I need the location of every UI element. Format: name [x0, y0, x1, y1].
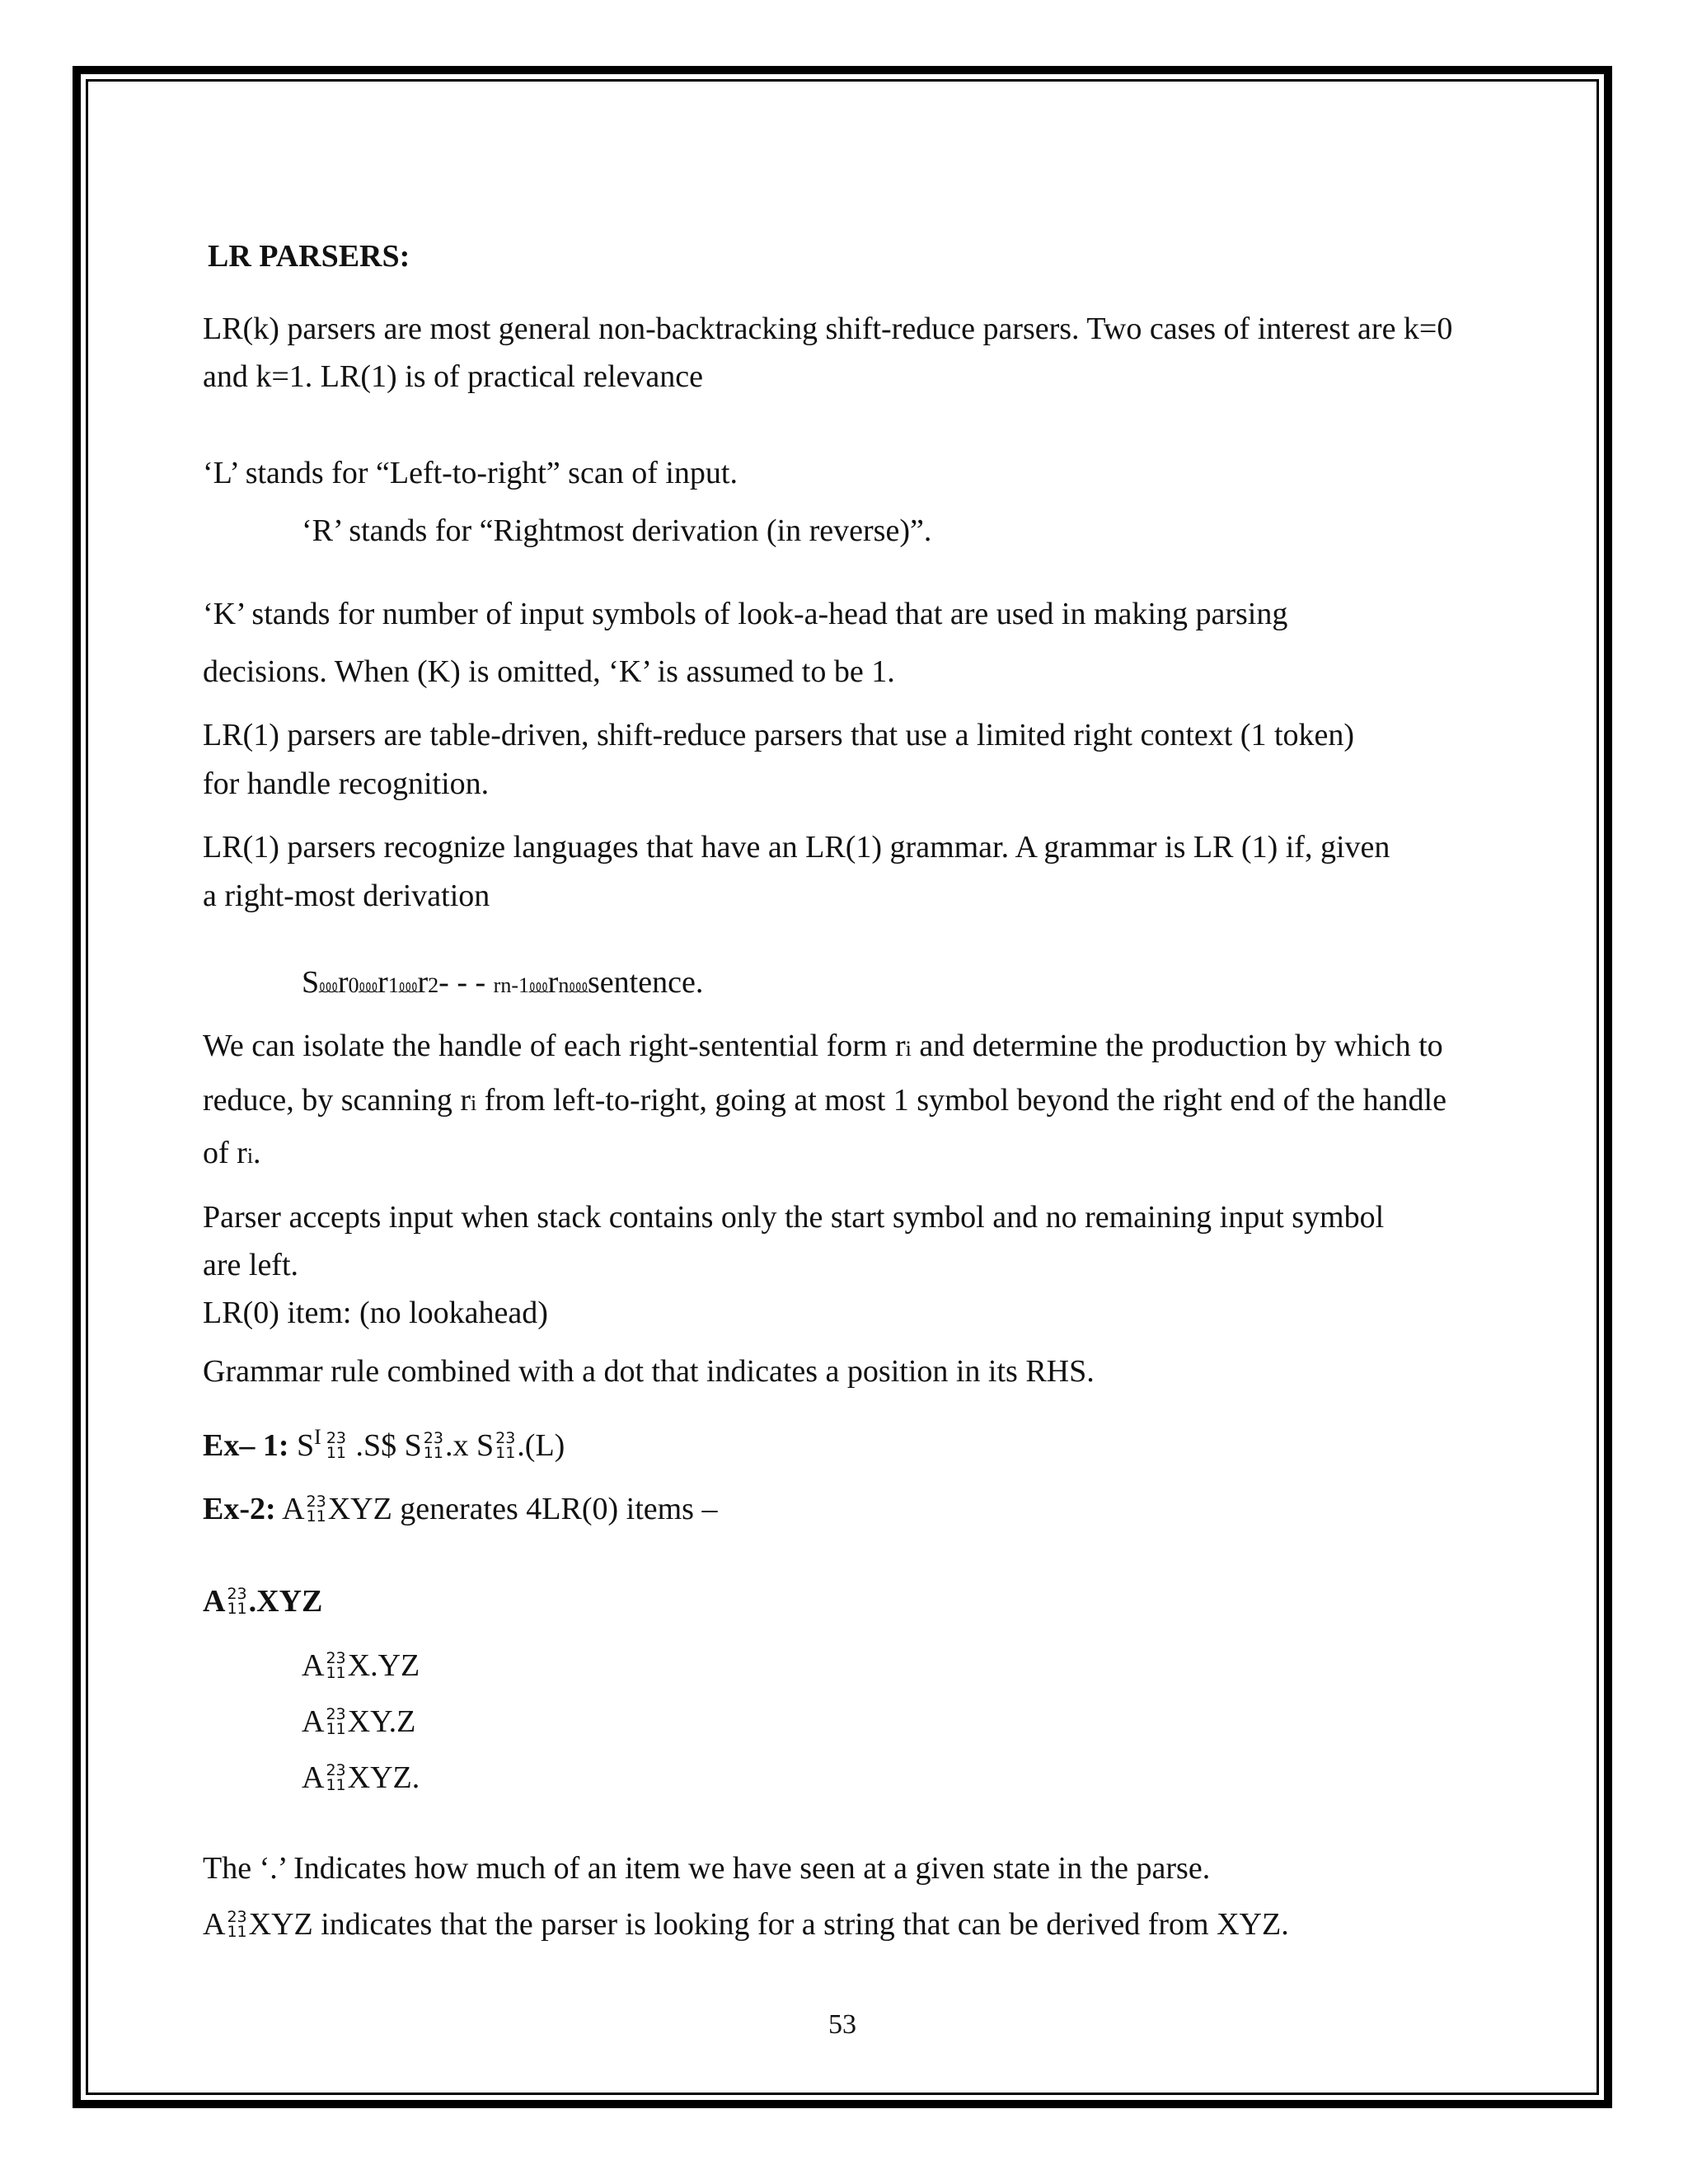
- paragraph-line: ‘K’ stands for number of input symbols of look-a-head that are used in making parsing: [203, 597, 1288, 631]
- text-run: .x S: [444, 1428, 495, 1463]
- symbol: A: [302, 1704, 325, 1739]
- production-arrow-icon: 23 11: [423, 1429, 443, 1463]
- text-run: XYZ.: [347, 1760, 420, 1795]
- lr0-item: [302, 1650, 420, 1683]
- example-1: [203, 1425, 565, 1463]
- text-run: X.YZ: [347, 1648, 420, 1683]
- derivation-dashes: - - -: [438, 965, 486, 1000]
- example-label: Ex– 1:: [203, 1428, 289, 1463]
- derivation-symbol: r: [337, 965, 349, 1000]
- paragraph-line: ‘L’ stands for “Left-to-right” scan of input.: [203, 456, 738, 490]
- text-run: reduce, by scanning r: [203, 1083, 471, 1118]
- example-2: [203, 1493, 717, 1526]
- symbol: S: [297, 1428, 315, 1463]
- production-arrow-icon: 23 11: [326, 1705, 346, 1739]
- paragraph-line: LR(k) parsers are most general non-backtracking shift-reduce parsers. Two cases of interest are k=0: [203, 312, 1453, 346]
- derivation-subscript: n: [558, 973, 570, 997]
- paragraph-line: [203, 1030, 1443, 1062]
- derives-arrow-icon: ⅏: [319, 977, 338, 997]
- paragraph-line: [203, 1909, 1289, 1942]
- subscript: i: [471, 1091, 477, 1115]
- derivation-end: sentence.: [588, 965, 704, 1000]
- symbol: A: [302, 1648, 325, 1683]
- text-run: .S$ S: [355, 1428, 422, 1463]
- section-heading: LR PARSERS:: [208, 239, 410, 274]
- paragraph-line: [203, 1085, 1447, 1116]
- paragraph-line: Grammar rule combined with a dot that indicates a position in its RHS.: [203, 1354, 1095, 1389]
- paragraph-line: a right-most derivation: [203, 879, 490, 913]
- production-arrow-icon: 23 11: [495, 1429, 516, 1463]
- derivation-subscript: 1: [387, 973, 399, 997]
- derivation-subscript: 0: [348, 973, 359, 997]
- derivation-symbol: S: [302, 965, 320, 1000]
- paragraph-line: ‘R’ stands for “Rightmost derivation (in reverse)”.: [302, 513, 932, 548]
- paragraph-line: decisions. When (K) is omitted, ‘K’ is assumed to be 1.: [203, 654, 895, 689]
- derives-arrow-icon: ⅏: [569, 977, 588, 997]
- derives-arrow-icon: ⅏: [398, 977, 418, 997]
- text-run: XYZ generates 4LR(0) items –: [327, 1492, 718, 1526]
- paragraph-line: Parser accepts input when stack contains only the start symbol and no remaining input symbol: [203, 1200, 1385, 1235]
- symbol: A: [203, 1907, 226, 1942]
- text-run: We can isolate the handle of each right-sentential form r: [203, 1029, 906, 1063]
- text-run: from left-to-right, going at most 1 symbol beyond the right end of the handle: [476, 1083, 1447, 1118]
- paragraph-line: [203, 1137, 261, 1169]
- production-arrow-icon: 23 11: [227, 1908, 247, 1942]
- paragraph-line: are left.: [203, 1248, 299, 1282]
- derivation-symbol: r: [493, 973, 501, 997]
- production-arrow-icon: 23 11: [306, 1493, 326, 1526]
- production-arrow-icon: 23 11: [326, 1761, 346, 1795]
- symbol: A: [282, 1492, 305, 1526]
- paragraph-line: for handle recognition.: [203, 766, 490, 801]
- derivation-formula: [302, 967, 703, 998]
- paragraph-line: The ‘.’ Indicates how much of an item we have seen at a given state in the parse.: [203, 1851, 1211, 1886]
- derives-arrow-icon: ⅏: [359, 977, 378, 997]
- lr0-item: [302, 1762, 420, 1795]
- derivation-symbol: r: [417, 965, 429, 1000]
- text-run: XY.Z: [347, 1704, 416, 1739]
- derivation-subscript: n-1: [500, 973, 529, 997]
- derivation-subscript: 2: [428, 973, 439, 997]
- paragraph-line: LR(1) parsers recognize languages that have an LR(1) grammar. A grammar is LR (1) if, given: [203, 830, 1390, 865]
- derivation-symbol: r: [547, 965, 559, 1000]
- subscript: i: [905, 1037, 912, 1061]
- text-run: .(L): [517, 1428, 565, 1463]
- paragraph-line: LR(1) parsers are table-driven, shift-reduce parsers that use a limited right context (1 token): [203, 718, 1355, 752]
- text-run: XYZ indicates that the parser is looking for a string that can be derived from XYZ.: [248, 1907, 1289, 1942]
- superscript: I: [314, 1425, 321, 1449]
- production-arrow-icon: 23 11: [227, 1585, 247, 1619]
- text-run: and determine the production by which to: [911, 1029, 1443, 1063]
- symbol: A: [302, 1760, 325, 1795]
- subscript: i: [246, 1144, 254, 1168]
- production-arrow-icon: 23 11: [326, 1649, 346, 1683]
- production-arrow-icon: 23 11: [326, 1429, 346, 1463]
- symbol: A: [203, 1584, 226, 1619]
- page-number: 53: [828, 2009, 856, 2040]
- paragraph-line: and k=1. LR(1) is of practical relevance: [203, 359, 703, 394]
- derives-arrow-icon: ⅏: [528, 977, 548, 997]
- lr0-item: [203, 1586, 322, 1619]
- text-run: of r: [203, 1136, 247, 1170]
- lr0-item: [302, 1706, 415, 1739]
- derivation-symbol: r: [377, 965, 388, 1000]
- paragraph-line: LR(0) item: (no lookahead): [203, 1296, 548, 1330]
- text-run: .: [253, 1136, 261, 1170]
- text-run: .XYZ: [248, 1584, 323, 1619]
- example-label: Ex-2:: [203, 1492, 276, 1526]
